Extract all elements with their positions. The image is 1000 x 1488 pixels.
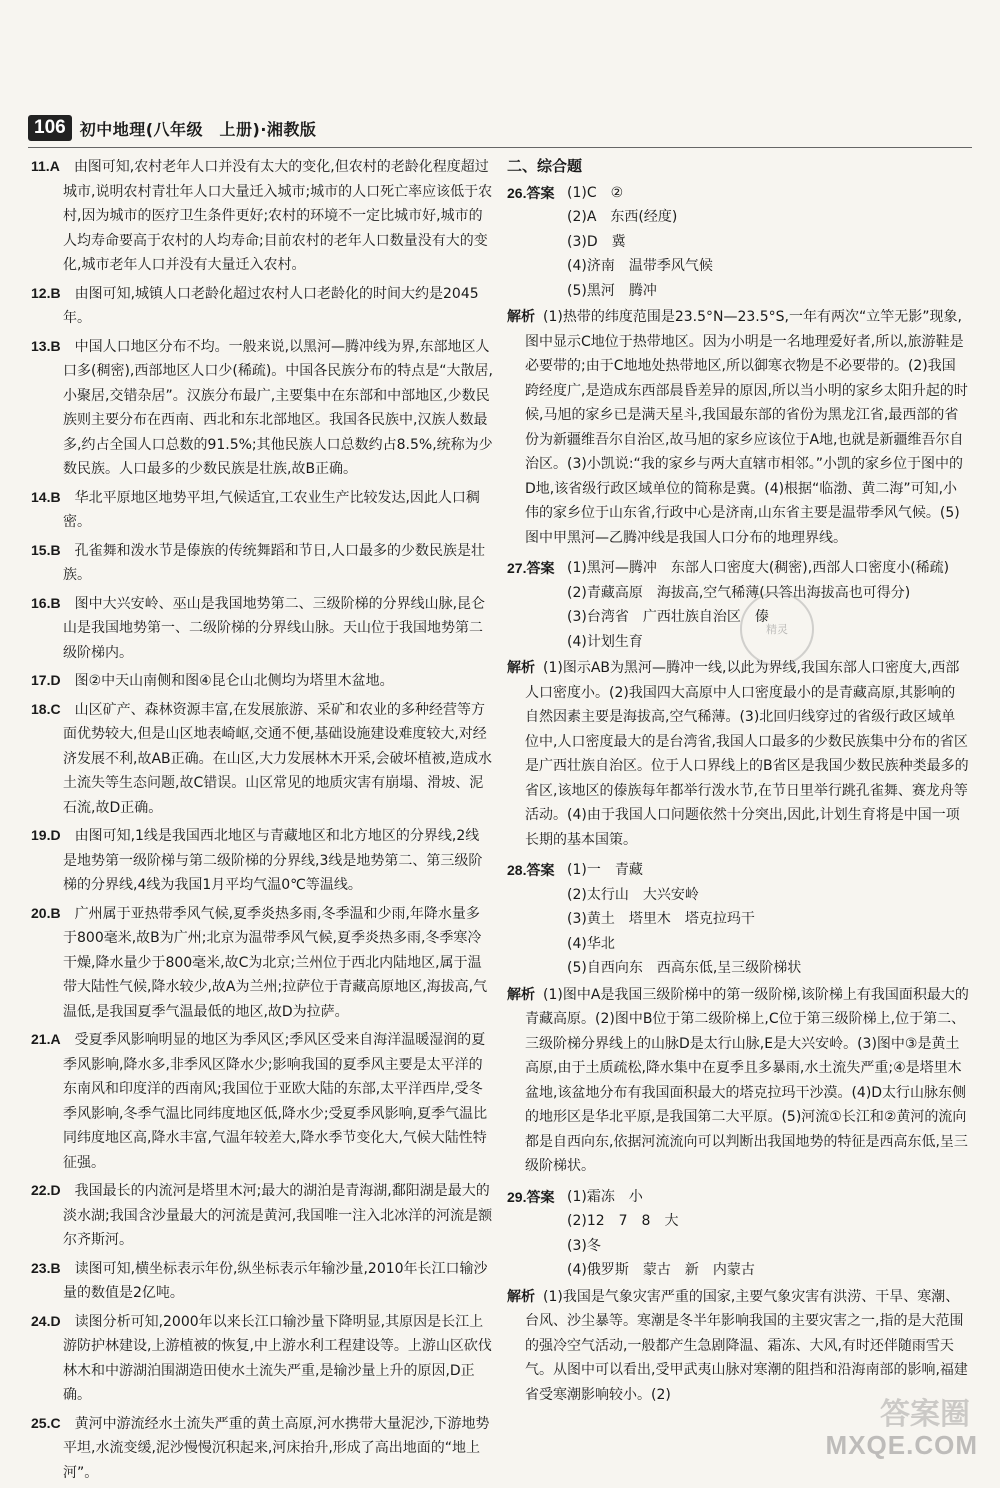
- item-number: 18.C: [31, 700, 61, 717]
- page-header: [28, 112, 316, 144]
- answer-item: [31, 485, 493, 535]
- answer-line: (5)自西向东 西高东低,呈三级阶梯状: [567, 960, 802, 976]
- answer-block-29: [507, 1185, 969, 1408]
- item-number: 17.D: [31, 672, 61, 688]
- item-text: 图中大兴安岭、巫山是我国地势第二、三级阶梯的分界线山脉,昆仑山是我国地势第一、二级阶梯的分界线山脉。天山位于我国地势第二级阶梯内。: [63, 595, 486, 661]
- answer-item: [31, 1309, 493, 1408]
- answer-line: (4)济南 温带季风气候: [567, 258, 713, 274]
- item-text: 黄河中游流经水土流失严重的黄土高原,河水携带大量泥沙,下游地势平坦,水流变缓,泥沙慢慢沉积起来,河床抬升,形成了高出地面的“地上河”。: [63, 1415, 490, 1481]
- explanation-label: 解析: [507, 986, 535, 1003]
- item-number: 20.B: [31, 904, 61, 921]
- answer-line: (2)青藏高原 海拔高,空气稀薄(只答出海拔高也可得分): [567, 584, 911, 601]
- page-number: 106: [28, 115, 72, 141]
- explanation-label: 解析: [507, 660, 535, 676]
- answer-line: (4)华北: [567, 935, 615, 952]
- answer-item: [31, 1411, 493, 1486]
- item-text: 图②中天山南侧和图④昆仑山北侧均为塔里木盆地。: [74, 673, 394, 689]
- explanation-text: (1)图中A是我国三级阶梯中的第一级阶梯,该阶梯上有我国面积最大的青藏高原。(2)图中B位于第二级阶梯上,C位于第三级阶梯上,位于第二、三级阶梯分界线上的山脉D是太行山脉,E是大兴安岭。(3)图中③是黄土高原,由于土质疏松,降水集中在夏季且多暴雨,水土流失严重;④是塔里木盆地,该盆地分布有我国面积最大的塔克拉玛干沙漠。(4)D太行山脉东侧的地形区是华北平原,是我国第二大平原。(5)河流①长江和②黄河的流向都是自西向东,依据河流流向可以判断出我国地势的特征是西高东低,呈三级阶梯状。: [525, 986, 969, 1174]
- explanation-text: (1)我国是气象灾害严重的国家,主要气象灾害有洪涝、干旱、寒潮、台风、沙尘暴等。寒潮是冬半年影响我国的主要灾害之一,指的是大范围的强冷空气活动,一般都产生急剧降温、霜冻、大风,有时还伴随雨雪天气。从图中可以看出,受甲武夷山脉对寒潮的阻挡和沿海南部的影响,福建省受寒潮影响较小。(2): [525, 1288, 968, 1403]
- answer-line: (1)黑河—腾冲 东部人口密度大(稠密),西部人口密度小(稀疏): [567, 560, 950, 576]
- answer-number: 28.答案: [507, 862, 555, 878]
- item-text: 读图可知,横坐标表示年份,纵坐标表示年输沙量,2010年长江口输沙量的数值是2亿吨。: [63, 1260, 488, 1301]
- answer-item: [31, 281, 493, 331]
- answer-number: 26.答案: [507, 184, 555, 201]
- answer-item: [31, 154, 493, 278]
- answer-block-27: [507, 556, 969, 852]
- explanation: [507, 656, 969, 852]
- item-text: 读图分析可知,2000年以来长江口输沙量下降明显,其原因是长江上游防护林建设,上游植被的恢复,中上游水利工程建设等。上游山区砍伐林木和中游湖泊围湖造田使水土流失严重,是输沙量上升的原因,D正确。: [63, 1313, 492, 1403]
- item-text: 受夏季风影响明显的地区为季风区;季风区受来自海洋温暖湿润的夏季风影响,降水多,非季风区降水少;影响我国的夏季风主要是太平洋的东南风和印度洋的西南风;我国位于亚欧大陆的东部,太平洋西岸,受冬季风影响,冬季气温比同纬度地区低,降水少;受夏季风影响,夏季气温比同纬度地区高,降水丰富,气温年较差大,降水季节变化大,气候大陆性特征强。: [63, 1032, 488, 1171]
- answer-number: 27.答案: [507, 560, 555, 576]
- item-text: 华北平原地区地势平坦,气候适宜,工农业生产比较发达,因此人口稠密。: [63, 489, 480, 530]
- answer-block-28: [507, 858, 969, 1179]
- answer-item: [31, 823, 493, 898]
- item-number: 13.B: [31, 337, 61, 354]
- item-text: 孔雀舞和泼水节是傣族的传统舞蹈和节日,人口最多的少数民族是壮族。: [63, 542, 486, 583]
- item-number: 19.D: [31, 827, 61, 843]
- watermark-logo: 答案圈: [880, 1397, 970, 1432]
- answer-block-26: [507, 181, 969, 551]
- item-number: 25.C: [31, 1414, 61, 1431]
- item-text: 由图可知,农村老年人口并没有太大的变化,但农村的老龄化程度超过城市,说明农村青壮年人口大量迁入城市;城市的人口死亡率应该低于农村,因为城市的医疗卫生条件更好;农村的环境不一定比城市好,城市的人均寿命要高于农村的人均寿命;目前农村的老年人口数量没有大的变化,城市老年人口并没有大量迁入农村。: [63, 159, 493, 273]
- answer-item: [31, 697, 493, 821]
- stamp: 精灵: [740, 592, 814, 666]
- item-number: 12.B: [31, 284, 61, 301]
- answer-line: (3)台湾省 广西壮族自治区 傣: [567, 609, 769, 625]
- answer-line: (1)霜冻 小: [567, 1188, 643, 1205]
- answer-item: [31, 334, 493, 482]
- answer-line: (3)D 冀: [567, 233, 626, 250]
- explanation-label: 解析: [507, 1288, 535, 1305]
- answer-line: (4)俄罗斯 蒙古 新 内蒙古: [567, 1262, 755, 1278]
- answer-line: (1)C ②: [567, 184, 624, 201]
- item-number: 22.D: [31, 1182, 61, 1198]
- answer-item: [31, 1178, 493, 1253]
- answer-line: (2)A 东西(经度): [567, 209, 678, 225]
- item-text: 由图可知,城镇人口老龄化超过农村人口老龄化的时间大约是2045年。: [63, 285, 479, 326]
- item-text: 我国最长的内流河是塔里木河;最大的湖泊是青海湖,鄱阳湖是最大的淡水湖;我国含沙量最大的河流是黄河,我国唯一注入北冰洋的河流是额尔齐斯河。: [63, 1183, 493, 1248]
- answer-line: (2)12 7 8 大: [567, 1213, 679, 1229]
- answer-line: (3)冬: [567, 1237, 601, 1254]
- item-number: 11.A: [31, 158, 60, 174]
- left-column: [31, 154, 493, 1488]
- explanation-label: 解析: [507, 309, 535, 325]
- answer-line: (2)太行山 大兴安岭: [567, 886, 699, 903]
- item-number: 21.A: [31, 1031, 61, 1047]
- answer-line: (4)计划生育: [567, 633, 643, 650]
- answer-item: [31, 591, 493, 666]
- answer-item: [31, 538, 493, 588]
- section-title: 二、综合题: [507, 157, 583, 175]
- answer-item: [31, 668, 493, 694]
- answer-item: [31, 1027, 493, 1175]
- right-column: [507, 154, 969, 1413]
- item-number: 24.D: [31, 1312, 61, 1329]
- explanation-text: (1)图示AB为黑河—腾冲一线,以此为界线,我国东部人口密度大,西部人口密度小。(2)我国四大高原中人口密度最小的是青藏高原,其影响的自然因素主要是海拔高,空气稀薄。(3)北回归线穿过的省级行政区域单位中,人口密度最大的是台湾省,我国人口最多的少数民族集中分布的省区是广西壮族自治区。位于人口界线上的B省区是我国少数民族种类最多的省区,该地区的傣族每年都举行泼水节,在节日里举行跳孔雀舞、赛龙舟等活动。(4)由于我国人口问题依然十分突出,因此,计划生育将是中国一项长期的基本国策。: [525, 660, 969, 848]
- watermark-url: MXQE.COM: [825, 1430, 978, 1460]
- item-text: 中国人口地区分布不均。一般来说,以黑河—腾冲线为界,东部地区人口多(稠密),西部地区人口少(稀疏)。中国各民族分布的特点是“大散居,小聚居,交错杂居”。汉族分布最广,主要集中在东部和中部地区,少数民族则主要分布在西南、西北和东北部地区。我国各民族中,汉族人数最多,约占全国人口总数的91.5%;其他民族人口总数约占8.5%,统称为少数民族。人口最多的少数民族是壮族,故B正确。: [63, 338, 493, 477]
- book-title: 初中地理(八年级 上册)·湘教版: [79, 119, 317, 139]
- item-number: 15.B: [31, 541, 61, 558]
- answer-line: (3)黄土 塔里木 塔克拉玛干: [567, 911, 755, 927]
- item-text: 由图可知,1线是我国西北地区与青藏地区和北方地区的分界线,2线是地势第一级阶梯与第二级阶梯的分界线,3线是地势第二、第三级阶梯的分界线,4线为我国1月平均气温0℃等温线。: [63, 828, 483, 893]
- answer-item: [31, 901, 493, 1025]
- answer-line: (5)黑河 腾冲: [567, 282, 657, 299]
- item-number: 16.B: [31, 594, 61, 611]
- item-number: 14.B: [31, 488, 61, 505]
- answer-line: (1)一 青藏: [567, 862, 643, 878]
- explanation: [507, 983, 969, 1179]
- answer-item: [31, 1256, 493, 1306]
- answer-number: 29.答案: [507, 1188, 555, 1205]
- item-number: 23.B: [31, 1259, 61, 1276]
- header-divider: [28, 147, 972, 148]
- item-text: 山区矿产、森林资源丰富,在发展旅游、采矿和农业的多种经营等方面优势较大,但是山区地表崎岖,交通不便,基础设施建设难度较大,对经济发展不利,故AB正确。在山区,大力发展林木开采,会破坏植被,造成水土流失等生态问题,故C错误。山区常见的地质灾害有崩塌、滑坡、泥石流,故D正确。: [63, 701, 492, 816]
- explanation: [507, 305, 969, 550]
- explanation-text: (1)热带的纬度范围是23.5°N—23.5°S,一年有两次“立竿无影”现象,图中显示C地位于热带地区。因为小明是一名地理爱好者,所以,旅游鞋是必要带的;由于C地地处热带地区,所以御寒衣物是不必要带的。(2)我国跨经度广,是造成东西部晨昏差异的原因,所以当小明的家乡太阳升起的时候,马旭的家乡已是满天星斗,我国最东部的省份为黑龙江省,最西部的省份为新疆维吾尔自治区,故马旭的家乡应该位于A地,也就是新疆维吾尔自治区。(3)小凯说:“我的家乡与两大直辖市相邻。”小凯的家乡位于图中的D地,该省级行政区域单位的简称是冀。(4)根据“临渤、黄二海”可知,小伟的家乡位于山东省,行政中心是济南,山东省主要是温带季风气候。(5)图中甲黑河—乙腾冲线是我国人口分布的地理界线。: [525, 309, 968, 546]
- item-text: 广州属于亚热带季风气候,夏季炎热多雨,冬季温和少雨,年降水量多于800毫米,故B为广州;北京为温带季风气候,夏季炎热多雨,冬季寒冷干燥,降水量少于800毫米,故C为北京;兰州位于西北内陆地区,属于温带大陆性气候,降水较少,故A为兰州;拉萨位于青藏高原地区,海拔高,气温低,是我国夏季气温最低的地区,故D为拉萨。: [63, 905, 488, 1020]
